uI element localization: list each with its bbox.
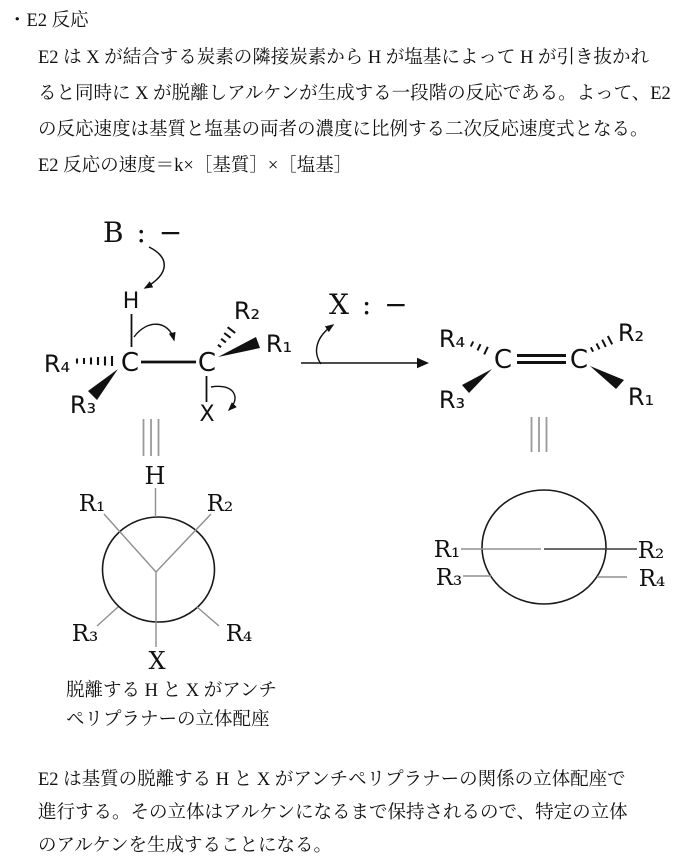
- paragraph-line: 進行する。その立体はアルケンになるまで保持されるので、特定の立体: [38, 803, 628, 823]
- bond-front-r1: [104, 514, 156, 572]
- hash-wedge-c-r4: [77, 356, 112, 366]
- curved-arrow-x-leaving: [317, 325, 333, 364]
- paragraph-line: E2 は X が結合する炭素の隣接炭素から H が塩基によって H が引き抜かれ: [38, 48, 650, 68]
- r3-label: R₃: [71, 621, 99, 647]
- newman-caption: [66, 677, 277, 735]
- curved-arrow-base-to-h: [145, 247, 164, 288]
- caption-line: 脱離する H と X がアンチ: [66, 681, 277, 701]
- paragraph-line: の反応速度は基質と塩基の両者の濃度に比例する二次反応速度式となる。: [38, 120, 649, 140]
- bond-back-r4: [197, 607, 219, 626]
- newman-circle: [482, 490, 606, 604]
- leaving-anion-label: X : −: [329, 288, 410, 321]
- h-label: H: [122, 289, 140, 314]
- r4-label: R₄: [438, 325, 466, 353]
- reactant-structure: [44, 289, 292, 427]
- curved-arrow-hc-to-cc: [134, 324, 174, 340]
- closing-paragraph: [38, 764, 678, 860]
- caption-line: ペリプラナーの立体配座: [66, 710, 270, 730]
- bond-back-r3: [97, 607, 118, 626]
- h-label: H: [144, 462, 166, 490]
- solid-wedge-c-r3: [462, 369, 492, 393]
- r2-label: R₂: [617, 319, 645, 347]
- r3-label: R₃: [69, 391, 97, 419]
- r1-label: R₁: [265, 330, 293, 358]
- x-label: X: [199, 402, 215, 427]
- newman-projection-product: [434, 490, 666, 604]
- r2-label: R₂: [206, 491, 234, 517]
- curved-arrow-cx-to-x: [211, 386, 235, 410]
- base-anion-label: B : −: [103, 216, 185, 249]
- product-structure: [439, 319, 654, 414]
- equivalence-mark-left: [144, 419, 159, 456]
- hash-wedge-c-r4: [471, 342, 488, 355]
- rate-equation: E2 反応の速度＝k×［基質］×［塩基］: [38, 156, 353, 176]
- x-label: X: [148, 647, 166, 675]
- newman-projection-reactant: [72, 462, 253, 675]
- equivalence-mark-right: [532, 417, 547, 452]
- paragraph-line: のアルケンを生成することになる。: [38, 836, 332, 856]
- c2-label: C: [197, 348, 217, 378]
- r3-label: R₃: [438, 386, 466, 414]
- r1-label: R₁: [78, 491, 106, 517]
- hash-wedge-c-r2: [591, 336, 612, 352]
- r4-label: R₄: [43, 350, 71, 378]
- newman-bonds: [97, 488, 219, 647]
- r4-label: R₄: [638, 566, 666, 592]
- paragraph-line: ると同時に X が脱離しアルケンが生成する一段階の反応である。よって、E2: [38, 84, 671, 104]
- r4-label: R₄: [225, 621, 253, 647]
- r2-label: R₂: [637, 538, 665, 564]
- r2-label: R₂: [233, 297, 261, 325]
- c1-label: C: [493, 345, 513, 375]
- c2-label: C: [569, 345, 589, 375]
- section-title: ・E2 反応: [8, 11, 89, 31]
- r1-label: R₁: [433, 537, 461, 563]
- hash-wedge-c-r2: [218, 327, 235, 347]
- solid-wedge-c-r1: [590, 366, 624, 389]
- reaction-arrowhead: [417, 358, 429, 369]
- r1-label: R₁: [627, 383, 655, 411]
- paragraph-line: E2 は基質の脱離する H と X がアンチペリプラナーの関係の立体配座で: [38, 770, 626, 790]
- r3-label: R₃: [435, 565, 463, 591]
- reaction-arrow-group: [301, 288, 429, 368]
- c1-label: C: [120, 348, 140, 378]
